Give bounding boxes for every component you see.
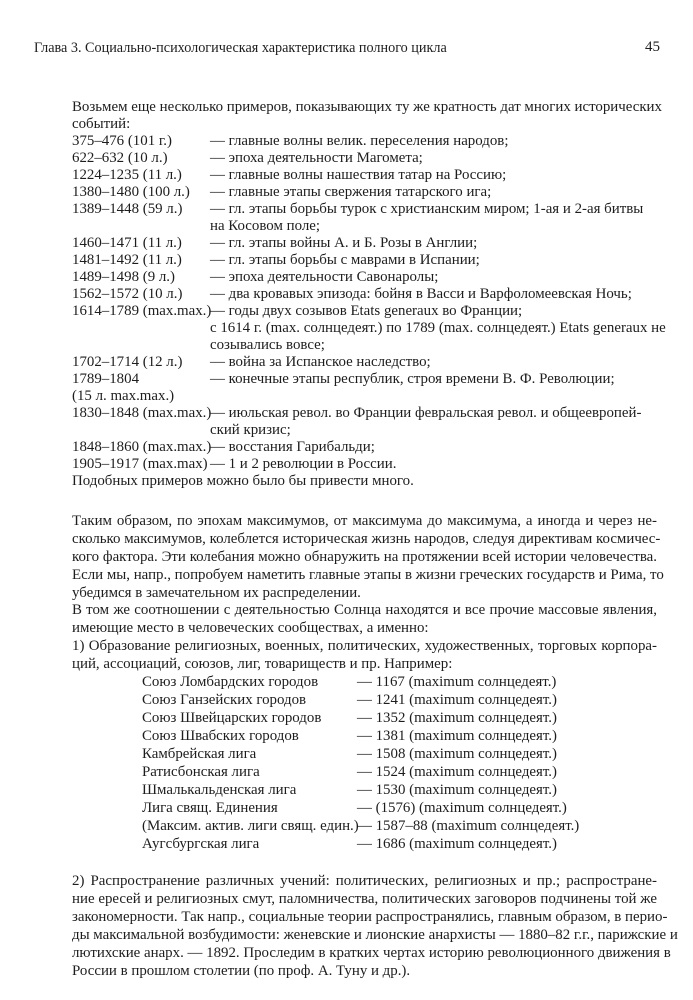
event-date: 1848–1860 (max.max.) bbox=[72, 439, 212, 455]
paragraph-line: убедимся в замечательном их распределении. bbox=[72, 585, 361, 601]
running-header bbox=[34, 40, 660, 64]
event-description-continued: ский кризис; bbox=[210, 422, 291, 438]
event-description: — эпоха деятельности Савонаролы; bbox=[210, 269, 439, 285]
paragraph-line: В том же соотношении с деятельностью Солнца находятся и все прочие массовые явления, bbox=[72, 602, 657, 618]
paragraph-line: 1) Образование религиозных, военных, политических, художественных, торговых корпора- bbox=[72, 638, 657, 654]
events-footer: Подобных примеров можно было бы привести много. bbox=[72, 473, 414, 489]
league-name: Камбрейская лига bbox=[142, 746, 257, 762]
event-description: — главные волны велик. переселения народов; bbox=[210, 133, 509, 149]
event-date: 1789–1804 bbox=[72, 371, 140, 387]
event-description-continued: на Косовом поле; bbox=[210, 218, 320, 234]
paragraph-line: кого фактора. Эти колебания можно обнаружить на протяжении всей истории человечества. bbox=[72, 549, 657, 565]
league-value: — 1530 (maximum солнцедеят.) bbox=[357, 782, 557, 798]
paragraph-line: сколько максимумов, колеблется историческая жизнь народов, следуя директивам космичес- bbox=[72, 531, 661, 547]
league-value: — 1167 (maximum солнцедеят.) bbox=[357, 674, 557, 690]
event-date: 1389–1448 (59 л.) bbox=[72, 201, 183, 217]
paragraph-line: Если мы, напр., попробуем наметить главные этапы в жизни греческих государств и Рима, то bbox=[72, 567, 664, 583]
event-date: 1562–1572 (10 л.) bbox=[72, 286, 183, 302]
event-description: — годы двух созывов Etats generaux во Франции; bbox=[210, 303, 523, 319]
league-name: Ратисбонская лига bbox=[142, 764, 260, 780]
event-description: — главные волны нашествия татар на Россию; bbox=[210, 167, 507, 183]
event-date: 1905–1917 (max.max) bbox=[72, 456, 208, 472]
league-name: Союз Швабских городов bbox=[142, 728, 299, 744]
event-date: 1460–1471 (11 л.) bbox=[72, 235, 182, 251]
paragraph-line: лютихские анарх. — 1892. Проследим в кратких чертах историю революционного движения в bbox=[72, 945, 671, 961]
event-date: 1489–1498 (9 л.) bbox=[72, 269, 175, 285]
paragraph-line: имеющие место в человеческих сообществах, а именно: bbox=[72, 620, 429, 636]
event-date: 622–632 (10 л.) bbox=[72, 150, 168, 166]
event-date: 1830–1848 (max.max.) bbox=[72, 405, 212, 421]
league-name: Союз Швейцарских городов bbox=[142, 710, 322, 726]
league-name: Союз Ломбардских городов bbox=[142, 674, 319, 690]
event-date: 375–476 (101 г.) bbox=[72, 133, 172, 149]
league-value: — 1508 (maximum солнцедеят.) bbox=[357, 746, 557, 762]
paragraph-line: России в прошлом столетии (по проф. А. Туну и др.). bbox=[72, 963, 411, 979]
league-value: — 1587–88 (maximum солнцедеят.) bbox=[357, 818, 580, 834]
event-description: — главные этапы свержения татарского ига; bbox=[210, 184, 492, 200]
league-name: (Максим. актив. лиги свящ. един.) bbox=[142, 818, 359, 834]
event-date: 1702–1714 (12 л.) bbox=[72, 354, 183, 370]
event-description: — восстания Гарибальди; bbox=[210, 439, 375, 455]
paragraph-line: ние ересей и религиозных смут, паломничества, политических заговоров подчинены той же bbox=[72, 891, 657, 907]
event-description-continued: созывались вовсе; bbox=[210, 337, 325, 353]
event-description-continued: с 1614 г. (max. солнцедеят.) по 1789 (max. солнцедеят.) Etats generaux не bbox=[210, 320, 666, 336]
event-date: 1481–1492 (11 л.) bbox=[72, 252, 182, 268]
chapter-title: Глава 3. Социально-психологическая характеристика полного цикла bbox=[34, 40, 447, 56]
league-name: Шмалькальденская лига bbox=[142, 782, 297, 798]
paragraph-line: Таким образом, по эпохам максимумов, от максимума до максимума, а иногда и через не- bbox=[72, 513, 657, 529]
page-number: 45 bbox=[645, 39, 660, 55]
intro-line: событий: bbox=[72, 116, 131, 132]
intro-line: Возьмем еще несколько примеров, показывающих ту же кратность дат многих исторических bbox=[72, 99, 662, 115]
league-name: Лига свящ. Единения bbox=[142, 800, 278, 816]
paragraph-line: ций, ассоциаций, союзов, лиг, товариществ и пр. Например: bbox=[72, 656, 453, 672]
league-value: — 1686 (maximum солнцедеят.) bbox=[357, 836, 557, 852]
league-value: — 1524 (maximum солнцедеят.) bbox=[357, 764, 557, 780]
league-name: Союз Ганзейских городов bbox=[142, 692, 307, 708]
event-description: — гл. этапы борьбы с маврами в Испании; bbox=[210, 252, 480, 268]
event-date-continued: (15 л. max.max.) bbox=[72, 388, 175, 404]
event-date: 1614–1789 (max.max.) bbox=[72, 303, 212, 319]
event-description: — война за Испанское наследство; bbox=[210, 354, 431, 370]
event-description: — два кровавых эпизода: бойня в Васси и Варфоломеевская Ночь; bbox=[210, 286, 632, 302]
event-description: — эпоха деятельности Магомета; bbox=[210, 150, 423, 166]
paragraph-line: 2) Распространение различных учений: политических, религиозных и пр.; распростране- bbox=[72, 873, 657, 889]
league-value: — 1352 (maximum солнцедеят.) bbox=[357, 710, 557, 726]
paragraph-line: закономерности. Так напр., социальные теории распространялись, главным образом, в перио- bbox=[72, 909, 668, 925]
paragraph-line: ды максимальной возбудимости: женевские и лионские анархисты — 1880–82 г.г., парижские и bbox=[72, 927, 678, 943]
event-description: — июльская револ. во Франции февральская револ. и общеевропей- bbox=[210, 405, 642, 421]
event-description: — гл. этапы борьбы турок с христианским миром; 1-ая и 2-ая битвы bbox=[210, 201, 644, 217]
event-date: 1224–1235 (11 л.) bbox=[72, 167, 182, 183]
event-description: — 1 и 2 революции в России. bbox=[210, 456, 397, 472]
event-description: — конечные этапы республик, строя времени В. Ф. Революции; bbox=[210, 371, 615, 387]
league-value: — (1576) (maximum солнцедеят.) bbox=[357, 800, 567, 816]
event-date: 1380–1480 (100 л.) bbox=[72, 184, 190, 200]
league-name: Аугсбургская лига bbox=[142, 836, 260, 852]
league-value: — 1241 (maximum солнцедеят.) bbox=[357, 692, 557, 708]
league-value: — 1381 (maximum солнцедеят.) bbox=[357, 728, 557, 744]
event-description: — гл. этапы войны А. и Б. Розы в Англии; bbox=[210, 235, 478, 251]
